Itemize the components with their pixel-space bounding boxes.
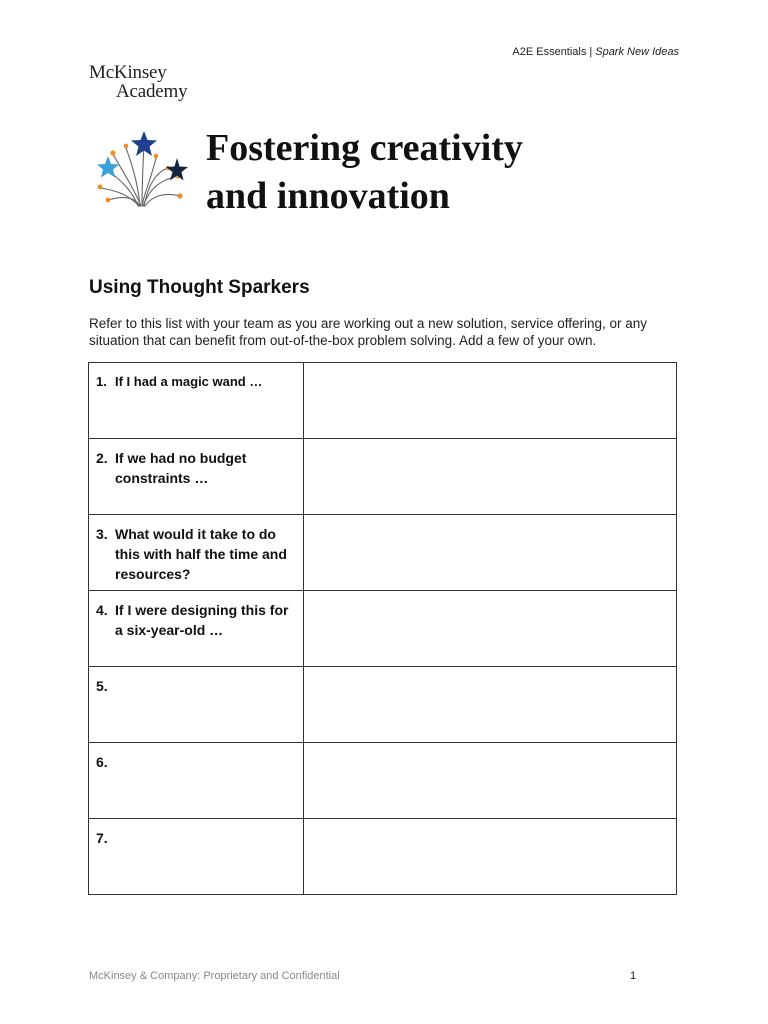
table-row [89,667,677,743]
response-cell[interactable] [304,363,677,439]
response-cell[interactable] [304,743,677,819]
table-row [89,591,677,667]
prompt-cell [89,363,304,439]
item-number: 3. [96,526,108,542]
prompt-text: What would it take to do this with half the time and resources? [115,526,287,582]
prompt-text: If I were designing this for a six-year-old … [115,602,289,638]
doc-subtitle: Spark New Ideas [595,46,679,58]
title-line-1: Fostering creativity [206,127,523,169]
response-cell[interactable] [304,439,677,515]
item-number: 7. [96,830,108,846]
mckinsey-academy-logo [89,63,187,101]
item-number: 5. [96,678,108,694]
page-number: 1 [630,970,637,982]
item-number: 2. [96,450,108,466]
prompt-cell[interactable] [89,667,304,743]
item-number: 4. [96,602,108,618]
logo-line-2: Academy [116,81,188,102]
document-header [512,46,679,58]
table-row [89,439,677,515]
prompt-text: If we had no budget constraints … [115,450,247,486]
prompt-cell [89,591,304,667]
prompt-text[interactable] [115,752,297,772]
title-line-2: and innovation [206,175,450,217]
prompt-text[interactable] [115,676,297,696]
intro-paragraph: Refer to this list with your team as you are working out a new solution, service offering, or any situation that can benefit from out-of-the-box problem solving. Add a few of your own. [89,316,648,348]
prompt-cell[interactable] [89,819,304,895]
doc-label: A2E Essentials [512,46,587,58]
prompt-cell[interactable] [89,743,304,819]
header-separator: | [589,46,593,58]
prompt-cell [89,515,304,591]
prompt-text[interactable] [115,828,297,848]
fireworks-stars-icon [88,124,198,214]
response-cell[interactable] [304,515,677,591]
table-row [89,515,677,591]
prompt-cell [89,439,304,515]
thought-sparkers-table [88,362,677,895]
logo-line-1: McKinsey [89,62,167,83]
table-row [89,363,677,439]
item-number: 6. [96,754,108,770]
table-row [89,743,677,819]
page-title [206,124,523,220]
response-cell[interactable] [304,667,677,743]
item-number: 1. [96,374,107,389]
table-row [89,819,677,895]
confidentiality-footer: McKinsey & Company: Proprietary and Confidential [89,970,340,982]
response-cell[interactable] [304,819,677,895]
response-cell[interactable] [304,591,677,667]
prompt-text: If I had a magic wand … [115,374,263,389]
section-heading: Using Thought Sparkers [89,277,310,298]
